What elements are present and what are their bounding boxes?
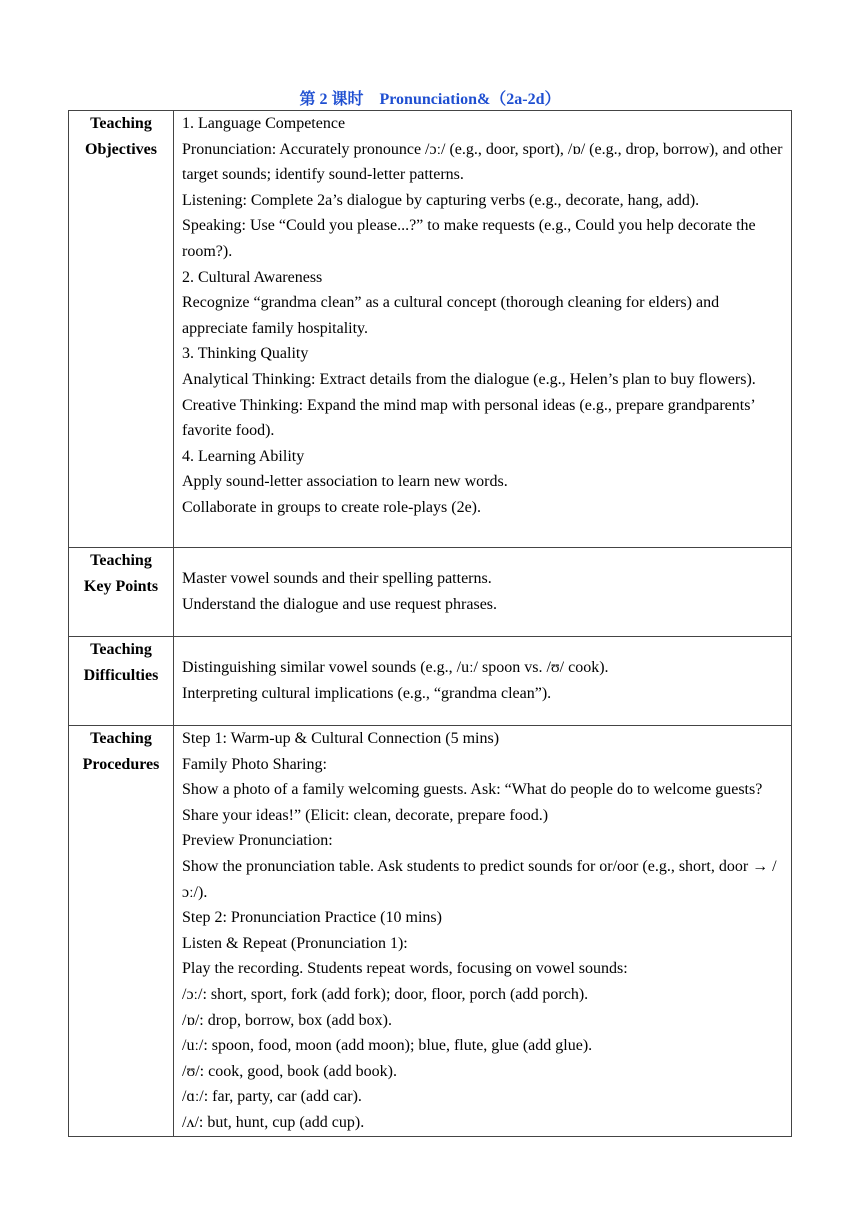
text-line: Pronunciation: Accurately pronounce /ɔː/ (e.g., door, sport), /ɒ/ (e.g., drop, borrow), and other target sounds; identify sound-letter patterns. bbox=[182, 140, 783, 184]
text-line: Family Photo Sharing: bbox=[182, 755, 327, 773]
label-line: Difficulties bbox=[83, 666, 159, 684]
text-line: Listening: Complete 2a’s dialogue by capturing verbs (e.g., decorate, hang, add). bbox=[182, 191, 700, 209]
text-line: Listen & Repeat (Pronunciation 1): bbox=[182, 934, 408, 952]
text-line: Recognize “grandma clean” as a cultural concept (thorough cleaning for elders) and appreciate family hospitality. bbox=[182, 294, 720, 337]
text-line: Distinguishing similar vowel sounds (e.g., /uː/ spoon vs. /ʊ/ cook). bbox=[182, 659, 609, 677]
text-line: 3. Thinking Quality bbox=[182, 345, 309, 363]
text-line: Preview Pronunciation: bbox=[182, 832, 333, 850]
label-line: Teaching bbox=[90, 552, 152, 569]
row-content-difficulties bbox=[174, 637, 792, 726]
row-label-objectives bbox=[69, 111, 174, 548]
row-content-objectives bbox=[174, 111, 792, 548]
label-line: Teaching bbox=[90, 730, 152, 747]
text-line: /ɑː/: far, party, car (add car). bbox=[182, 1088, 362, 1106]
text-line: Show the pronunciation table. Ask students to predict sounds for or/oor (e.g., short, door → /ɔː/). bbox=[182, 857, 777, 901]
page-title: 第 2 课时 Pronunciation&（2a-2d） bbox=[299, 91, 561, 108]
text-line: Step 2: Pronunciation Practice (10 mins) bbox=[182, 909, 442, 927]
text-line: Speaking: Use “Could you please...?” to make requests (e.g., Could you help decorate the room?). bbox=[182, 217, 756, 260]
text-line: Step 1: Warm-up & Cultural Connection (5 mins) bbox=[182, 730, 500, 747]
text-line: /ʌ/: but, hunt, cup (add cup). bbox=[182, 1113, 365, 1131]
table-row-procedures bbox=[69, 726, 792, 1137]
row-label-procedures bbox=[69, 726, 174, 1137]
text-line: 1. Language Competence bbox=[182, 115, 346, 132]
text-line: /ɔː/: short, sport, fork (add fork); door, floor, porch (add porch). bbox=[182, 985, 589, 1003]
label-line: Objectives bbox=[85, 140, 157, 158]
row-content-key-points bbox=[174, 548, 792, 637]
table-row-objectives bbox=[69, 111, 792, 548]
text-line: Apply sound-letter association to learn new words. bbox=[182, 473, 508, 491]
label-line: Teaching bbox=[90, 641, 152, 658]
table-row-key-points bbox=[69, 548, 792, 637]
text-line: Creative Thinking: Expand the mind map with personal ideas (e.g., prepare grandparents’ favorite food). bbox=[182, 396, 755, 440]
row-label-difficulties bbox=[69, 637, 174, 726]
lesson-plan-table bbox=[68, 110, 792, 1137]
label-line: Procedures bbox=[82, 755, 160, 773]
table-row-difficulties bbox=[69, 637, 792, 726]
text-line: /uː/: spoon, food, moon (add moon); blue, flute, glue (add glue). bbox=[182, 1037, 593, 1055]
row-content-procedures bbox=[174, 726, 792, 1137]
text-line: Show a photo of a family welcoming guests. Ask: “What do people do to welcome guests? Share your ideas!” (Elicit: clean, decorate, prepare food.) bbox=[182, 781, 763, 824]
row-label-key-points bbox=[69, 548, 174, 637]
text-line: Master vowel sounds and their spelling patterns. bbox=[182, 570, 492, 588]
text-line: 4. Learning Ability bbox=[182, 447, 305, 465]
text-line: Collaborate in groups to create role-plays (2e). bbox=[182, 498, 481, 516]
text-line: 2. Cultural Awareness bbox=[182, 268, 323, 286]
text-line: Interpreting cultural implications (e.g., “grandma clean”). bbox=[182, 685, 552, 702]
label-line: Key Points bbox=[83, 577, 159, 595]
text-line: Analytical Thinking: Extract details from the dialogue (e.g., Helen’s plan to buy flowers). bbox=[182, 370, 756, 388]
text-line: Understand the dialogue and use request phrases. bbox=[182, 596, 498, 613]
text-line: /ɒ/: drop, borrow, box (add box). bbox=[182, 1011, 392, 1029]
text-line: /ʊ/: cook, good, book (add book). bbox=[182, 1062, 397, 1080]
text-line: Play the recording. Students repeat words, focusing on vowel sounds: bbox=[182, 960, 628, 978]
label-line: Teaching bbox=[90, 115, 152, 132]
